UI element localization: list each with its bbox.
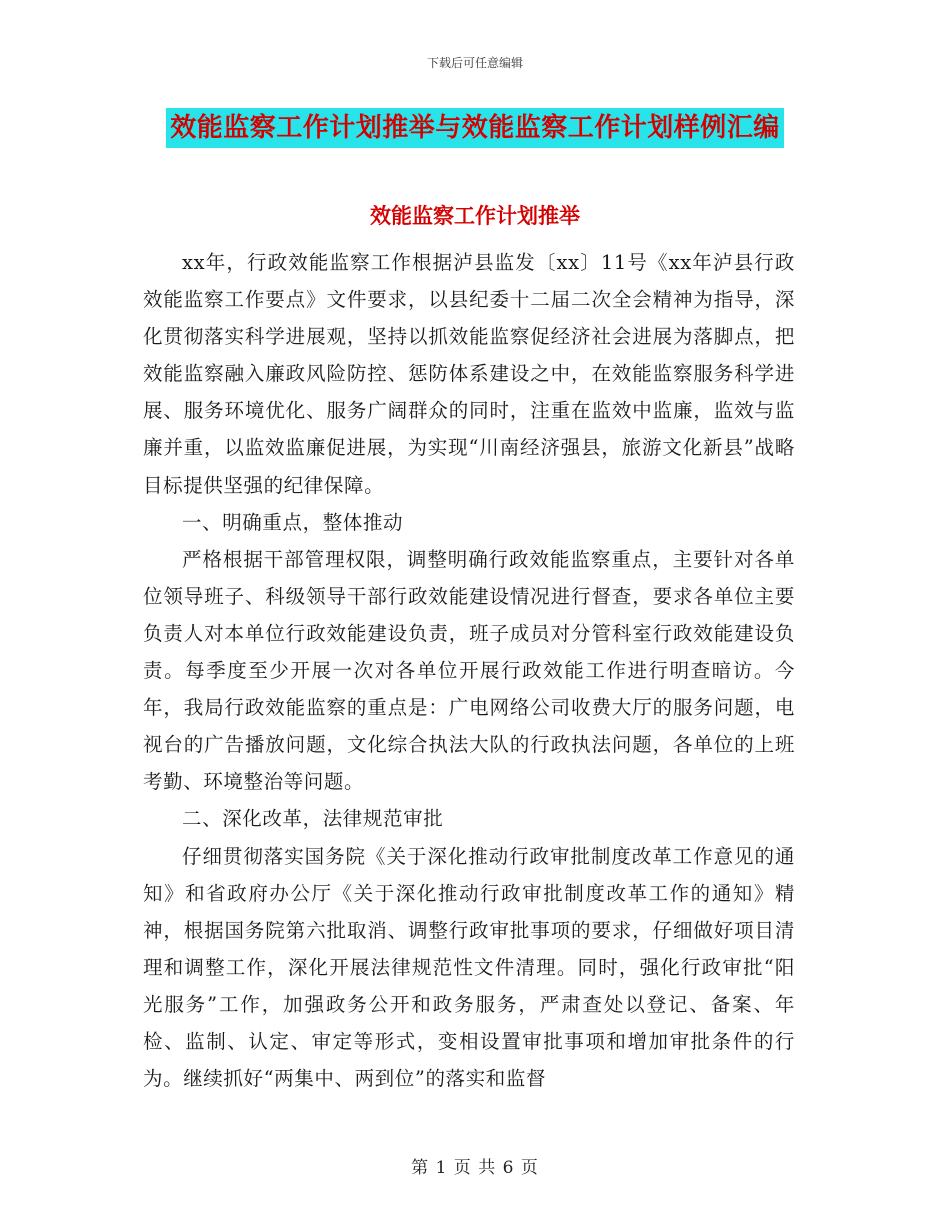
document-title-container	[0, 108, 950, 148]
page-header-note: 下载后可任意编辑	[426, 56, 523, 70]
paragraph-one: 严格根据干部管理权限，调整明确行政效能监察重点，主要针对各单位领导班子、科级领导干部行政效能建设情况进行督查，要求各单位主要负责人对本单位行政效能建设负责，班子成员对分管科室行政效能建设负责。每季度至少开展一次对各单位开展行政效能工作进行明查暗访。今年，我局行政效能监察的重点是：广电网络公司收费大厅的服务问题，电视台的广告播放问题，文化综合执法大队的行政执法问题，各单位的上班考勤、环境整治等问题。	[143, 547, 795, 794]
paragraph-intro: xx年，行政效能监察工作根据泸县监发〔xx〕11号《xx年泸县行政效能监察工作要点》文件要求，以县纪委十二届二次全会精神为指导，深化贯彻落实科学进展观，坚持以抓效能监察促经济社会进展为落脚点，把效能监察融入廉政风险防控、惩防体系建设之中，在效能监察服务科学进展、服务环境优化、服务广阔群众的同时，注重在监效中监廉，监效与监廉并重，以监效监廉促进展，为实现“川南经济强县，旅游文化新县”战略目标提供坚强的纪律保障。	[143, 251, 795, 497]
document-title: 效能监察工作计划推举与效能监察工作计划样例汇编	[166, 108, 784, 148]
page-footer-number: 第 1 页 共 6 页	[411, 1158, 539, 1178]
heading-two: 二、深化改革，法律规范审批	[182, 807, 444, 831]
paragraph-two: 仔细贯彻落实国务院《关于深化推动行政审批制度改革工作意见的通知》和省政府办公厅《关于深化推动行政审批制度改革工作的通知》精神，根据国务院第六批取消、调整行政审批事项的要求，仔细做好项目清理和调整工作，深化开展法律规范性文件清理。同时，强化行政审批“阳光服务”工作，加强政务公开和政务服务，严肃查处以登记、备案、年检、监制、认定、审定等形式，变相设置审批事项和增加审批条件的行为。继续抓好“两集中、两到位”的落实和监督	[143, 844, 795, 1091]
document-body	[143, 244, 795, 1097]
heading-one: 一、明确重点，整体推动	[182, 510, 404, 534]
section-title: 效能监察工作计划推举	[370, 204, 580, 228]
